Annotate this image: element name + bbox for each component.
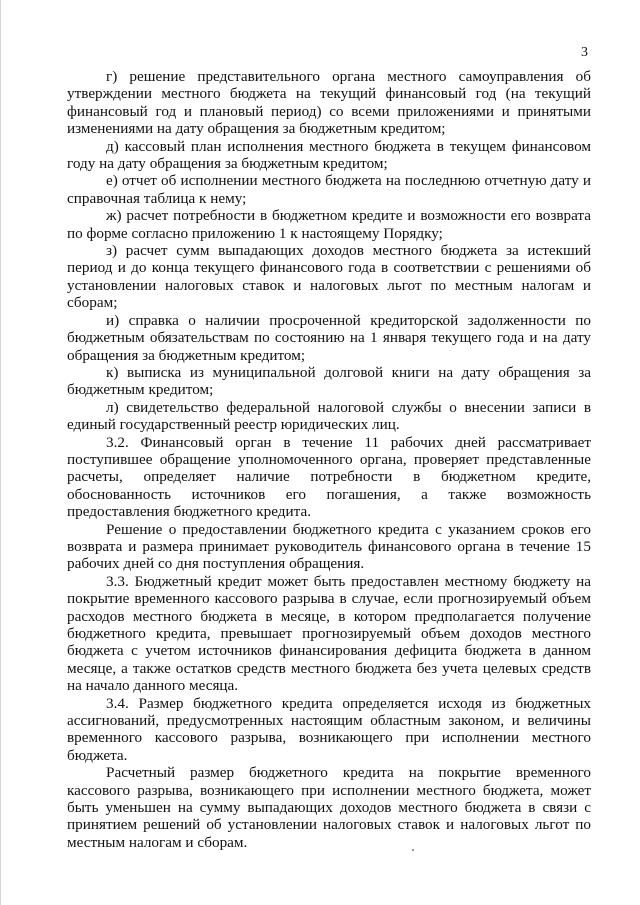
- scan-edge-line: [0, 0, 1, 905]
- paragraph-item-zh: ж) расчет потребности в бюджетном кредите и возможности его возврата по форме согласно приложению 1 к настоящему Порядку;: [67, 207, 591, 242]
- document-body: [67, 68, 591, 851]
- scan-speck: [412, 849, 414, 851]
- paragraph-item-z: з) расчет сумм выпадающих доходов местного бюджета за истекший период и до конца текущего финансового года в соответствии с решениями об установлении налоговых ставок и налоговых льгот по местным налогам и сборам;: [67, 242, 591, 312]
- paragraph-item-l: л) свидетельство федеральной налоговой службы о внесении записи в единый государственный реестр юридических лиц.: [67, 398, 591, 434]
- paragraph-item-d: д) кассовый план исполнения местного бюджета в текущем финансовом году на дату обращения за бюджетным кредитом;: [67, 137, 591, 173]
- paragraph-item-e: е) отчет об исполнении местного бюджета на последнюю отчетную дату и справочная таблица к нему;: [67, 172, 591, 207]
- paragraph-clause-3-3: 3.3. Бюджетный кредит может быть предоставлен местному бюджету на покрытие временного кассового разрыва в случае, если прогнозируемый объем расходов местного бюджета в месяце, в котором предполагается получение бюджетного кредита, превышает прогнозируемый объем доходов местного бюджета с учетом источников финансирования дефицита бюджета в данном месяце, а также остатков средств местного бюджета без учета целевых средств на начало данного месяца.: [67, 572, 591, 695]
- paragraph-item-k: к) выписка из муниципальной долговой книги на дату обращения за бюджетным кредитом;: [67, 363, 591, 399]
- paragraph-clause-3-2: 3.2. Финансовый орган в течение 11 рабочих дней рассматривает поступившее обращение уполномоченного органа, проверяет представленные расчеты, определяет наличие потребности в бюджетном кредите, обоснованность источников его погашения, а также возможность предоставления бюджетного кредита.: [67, 433, 591, 521]
- paragraph-calculated-size: Расчетный размер бюджетного кредита на покрытие временного кассового разрыва, возникающего при исполнении местного бюджета, может быть уменьшен на сумму выпадающих доходов местного бюджета в связи с принятием решений об установлении налоговых ставок и налоговых льгот по местным налогам и сборам.: [67, 764, 591, 851]
- paragraph-decision: Решение о предоставлении бюджетного кредита с указанием сроков его возврата и размера принимает руководитель финансового органа в течение 15 рабочих дней со дня поступления обращения.: [67, 520, 591, 573]
- paragraph-item-i: и) справка о наличии просроченной кредиторской задолженности по бюджетным обязательствам по состоянию на 1 января текущего года и на дату обращения за бюджетным кредитом;: [67, 311, 591, 364]
- paragraph-clause-3-4: 3.4. Размер бюджетного кредита определяется исходя из бюджетных ассигнований, предусмотренных настоящим областным законом, и величины временного кассового разрыва, возникающего при исполнении местного бюджета.: [67, 694, 591, 764]
- paragraph-item-g: г) решение представительного органа местного самоуправления об утверждении местного бюджета на текущий финансовый год (на текущий финансовый год и плановый период) со всеми приложениями и принятыми изменениями на дату обращения за бюджетным кредитом;: [67, 68, 591, 138]
- page-number: 3: [581, 45, 588, 60]
